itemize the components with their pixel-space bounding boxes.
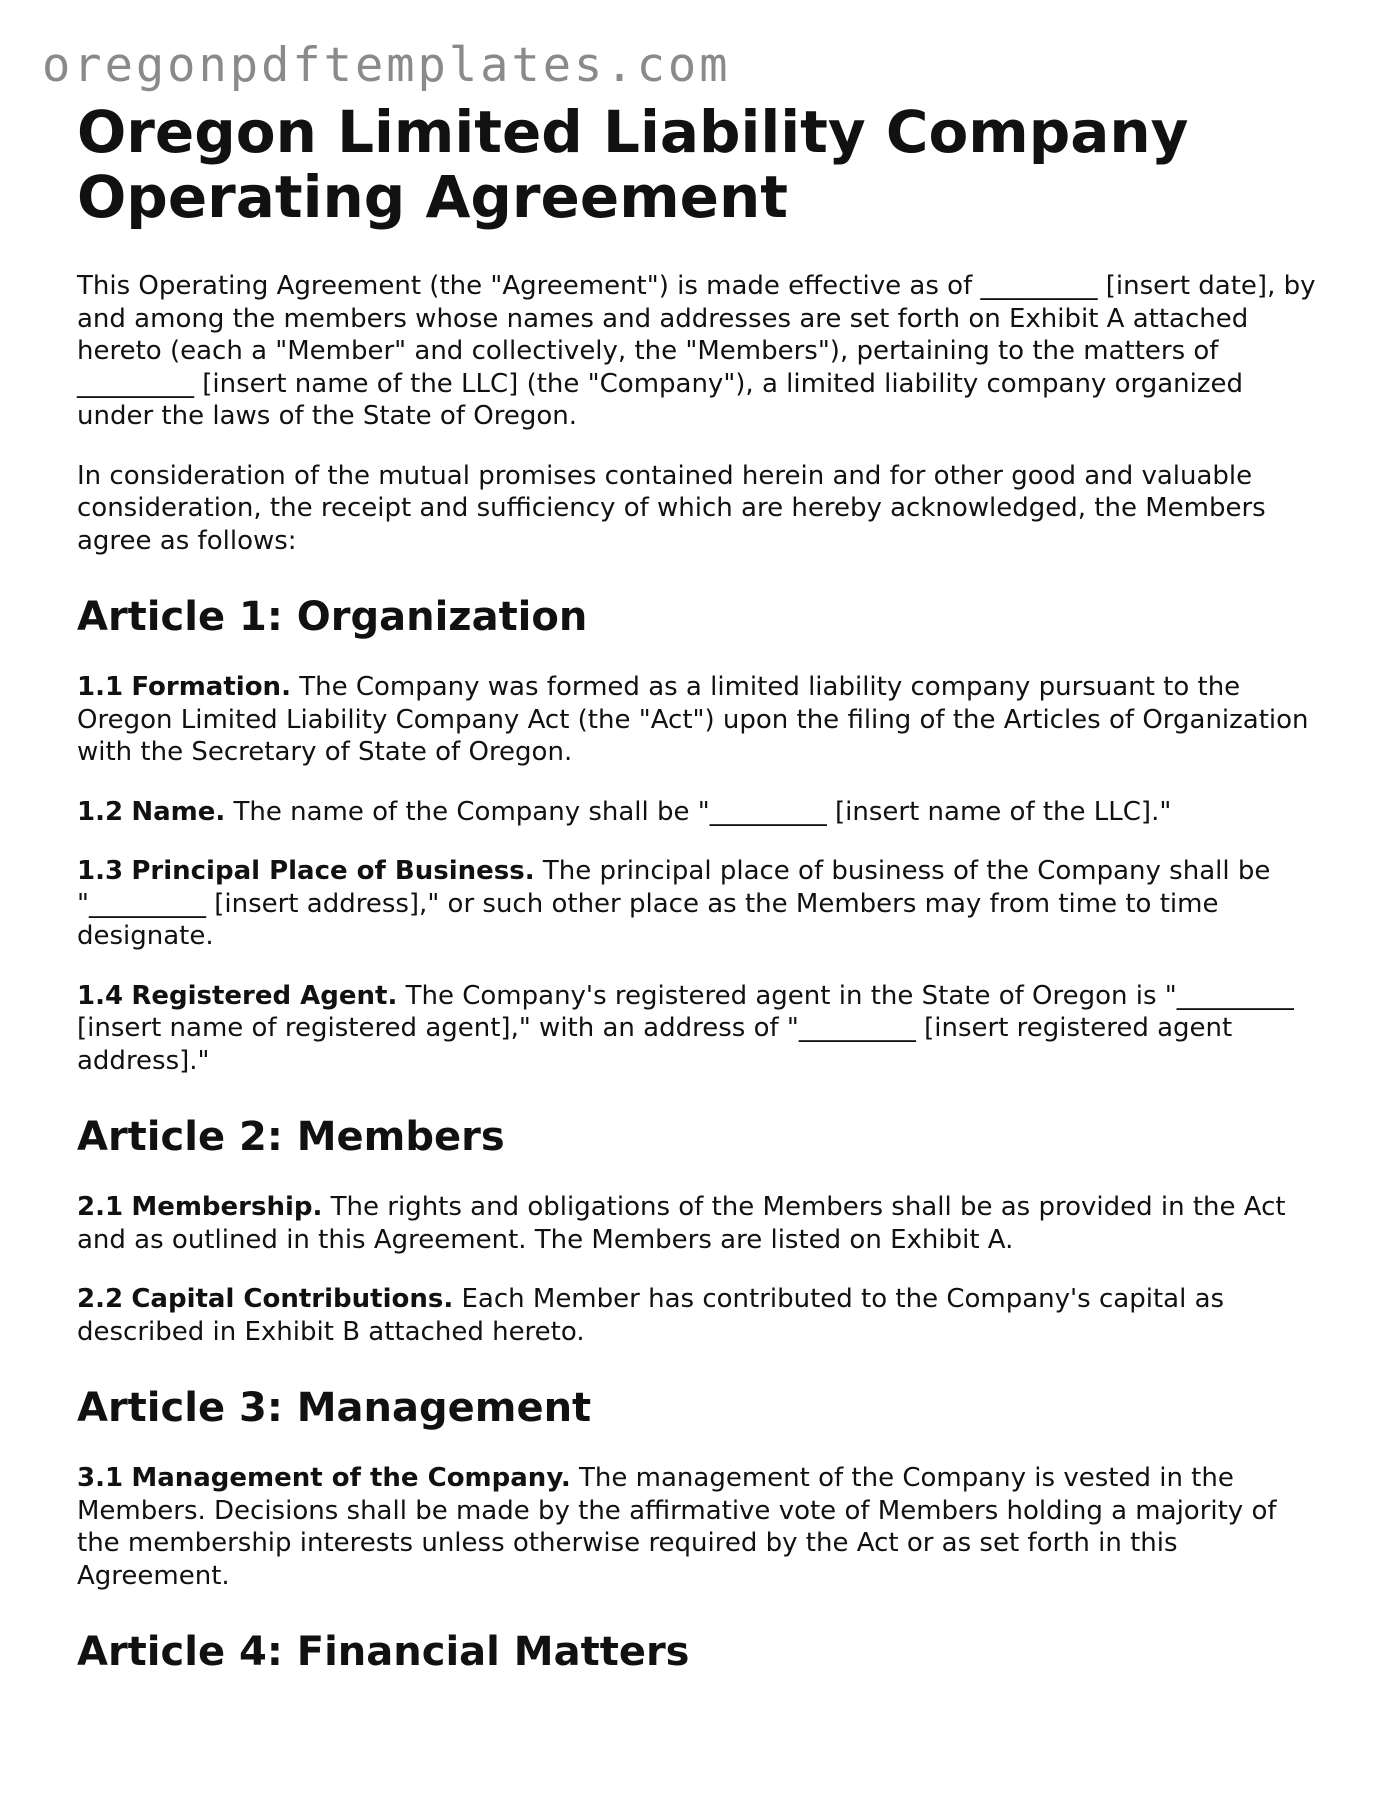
section-text: The Company's registered agent in the State of Oregon is "_________ [insert name of registered agent]," with an address of "_________ [insert registered agent address]." [77, 980, 1294, 1076]
section-number: 1.3 [77, 856, 124, 886]
section-title: Membership. [131, 1192, 323, 1222]
intro-paragraph: In consideration of the mutual promises contained herein and for other good and valuable consideration, the receipt and sufficiency of which are hereby acknowledged, the Members agree as follows: [77, 460, 1266, 556]
section-paragraph [77, 671, 1327, 769]
intro-paragraph: This Operating Agreement (the "Agreement") is made effective as of _________ [insert date], by and among the members whose names and addresses are set forth on Exhibit A attached hereto (each a "Member" and collectively, the "Members"), pertaining to the matters of _________ [insert name of the LLC] (the "Company"), a limited liability company organized under the laws of the State of Oregon. [77, 271, 1316, 431]
section-number: 3.1 [77, 1463, 124, 1493]
section-text: The principal place of business of the Company shall be "_________ [insert address]," or such other place as the Members may from time to time designate. [77, 856, 1271, 951]
section-number: 1.4 [77, 980, 124, 1011]
section-number: 2.2 [77, 1284, 124, 1314]
section-number: 2.1 [77, 1192, 124, 1222]
article-heading: Article 2: Members [77, 1114, 505, 1160]
section-title: Capital Contributions. [131, 1284, 454, 1314]
section-title: Principal Place of Business. [131, 856, 535, 886]
document-body [77, 100, 1327, 1706]
article-heading: Article 1: Organization [77, 594, 588, 640]
section-paragraph [77, 1191, 1327, 1256]
article-heading: Article 3: Management [77, 1385, 592, 1431]
document-title: Oregon Limited Liability Company Operating Agreement [77, 98, 1189, 231]
section-title: Registered Agent. [131, 980, 398, 1011]
section-number: 1.2 [77, 796, 124, 827]
section-paragraph [77, 796, 1327, 829]
watermark: oregonpdftemplates.com [42, 38, 731, 93]
article-heading: Article 4: Financial Matters [77, 1629, 690, 1675]
section-text: Each Member has contributed to the Company's capital as described in Exhibit B attached hereto. [77, 1284, 1225, 1347]
section-paragraph [77, 1462, 1327, 1592]
section-paragraph [77, 980, 1327, 1078]
section-paragraph [77, 1283, 1327, 1348]
section-title: Name. [131, 796, 226, 827]
section-text: The name of the Company shall be "_________ [insert name of the LLC]." [233, 796, 1172, 827]
section-text: The rights and obligations of the Members shall be as provided in the Act and as outlined in this Agreement. The Members are listed on Exhibit A. [77, 1192, 1286, 1255]
section-title: Formation. [131, 672, 291, 702]
section-text: The Company was formed as a limited liability company pursuant to the Oregon Limited Liability Company Act (the "Act") upon the filing of the Articles of Organization with the Secretary of State of Oregon. [77, 672, 1309, 767]
section-text: The management of the Company is vested in the Members. Decisions shall be made by the affirmative vote of Members holding a majority of the membership interests unless otherwise required by the Act or as set forth in this Agreement. [77, 1463, 1277, 1591]
section-paragraph [77, 855, 1327, 953]
section-number: 1.1 [77, 672, 124, 702]
section-title: Management of the Company. [131, 1463, 571, 1493]
